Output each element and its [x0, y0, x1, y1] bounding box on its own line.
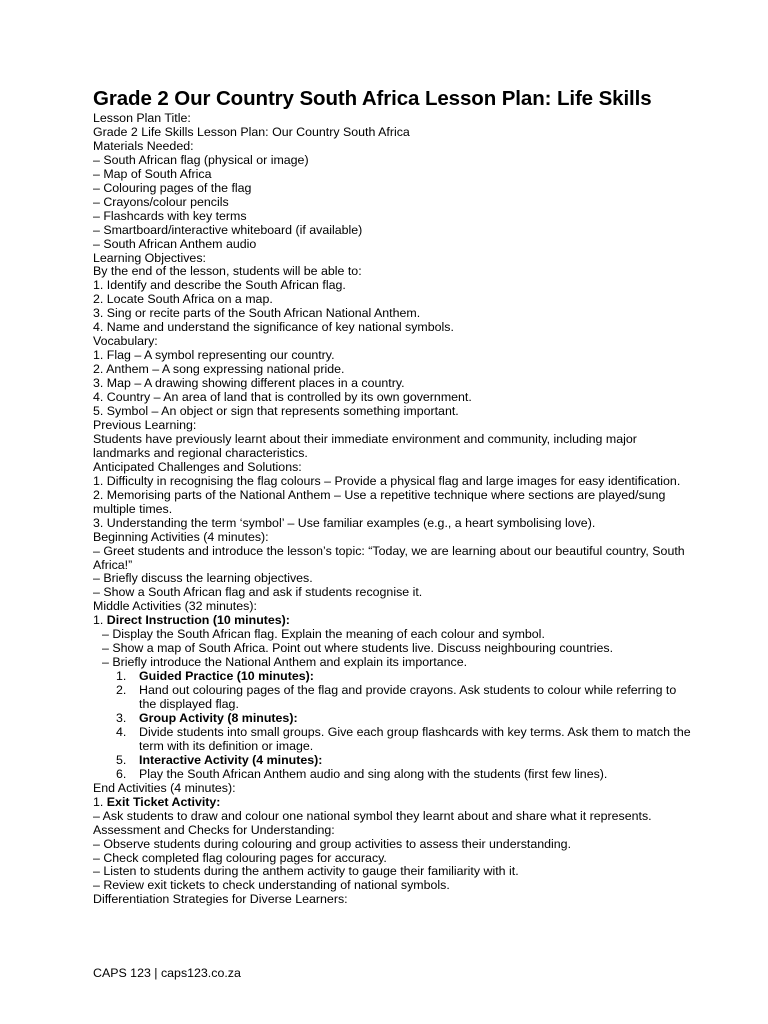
text-line: – Display the South African flag. Explain the meaning of each colour and symbol. — [102, 627, 545, 642]
text-line: Beginning Activities (4 minutes): — [93, 529, 269, 544]
page-footer: CAPS 123 | caps123.co.za — [93, 966, 241, 980]
text-line: 3. Map – A drawing showing different places in a country. — [93, 376, 405, 391]
list-item — [93, 726, 693, 754]
middle-item-1-label: Direct Instruction (10 minutes): — [106, 613, 290, 628]
text-line: – Briefly discuss the learning objectives. — [93, 571, 313, 586]
text-line: 4. Country – An area of land that is controlled by its own government. — [93, 390, 472, 405]
text-line: – Map of South Africa — [93, 166, 212, 181]
text-line: – Review exit tickets to check understanding of national symbols. — [93, 878, 450, 893]
document-page — [93, 87, 693, 907]
text-line: 3. Sing or recite parts of the South African National Anthem. — [93, 306, 421, 321]
list-item-number: 1. — [116, 669, 127, 684]
text-line: – Check completed flag colouring pages for accuracy. — [93, 850, 387, 865]
text-line: – Observe students during colouring and group activities to assess their understanding. — [93, 836, 572, 851]
text-line: – Flashcards with key terms — [93, 208, 247, 223]
list-item — [93, 768, 693, 782]
end-item-1-label: Exit Ticket Activity: — [106, 794, 221, 809]
text-line: – Crayons/colour pencils — [93, 194, 229, 209]
end-item-1-number: 1. — [93, 794, 104, 809]
middle-item-1 — [93, 614, 693, 628]
text-line: Learning Objectives: — [93, 250, 206, 265]
list-item-number: 3. — [116, 710, 127, 725]
text-line: Anticipated Challenges and Solutions: — [93, 459, 302, 474]
text-line: By the end of the lesson, students will be able to: — [93, 264, 362, 279]
text-line: 1. Flag – A symbol representing our country. — [93, 348, 335, 363]
list-item-number: 6. — [116, 766, 127, 781]
list-item-text: Hand out colouring pages of the flag and provide crayons. Ask students to colour while referring to the displayed flag. — [139, 683, 677, 712]
text-line: 2. Anthem – A song expressing national pride. — [93, 362, 345, 377]
text-line: – Greet students and introduce the lesson’s topic: “Today, we are learning about our beautiful country, South Africa!” — [93, 543, 685, 572]
text-line: – South African Anthem audio — [93, 236, 257, 251]
list-item — [93, 754, 693, 768]
list-item-text: Divide students into small groups. Give each group flashcards with key terms. Ask them to match the term with its definition or image. — [139, 724, 691, 753]
text-line: – Listen to students during the anthem activity to gauge their familiarity with it. — [93, 864, 519, 879]
page-title: Grade 2 Our Country South Africa Lesson Plan: Life Skills — [93, 87, 652, 110]
middle-item-1-number: 1. — [93, 613, 104, 628]
text-line: – Ask students to draw and colour one national symbol they learnt about and share what it represents. — [93, 808, 652, 823]
text-line: – Colouring pages of the flag — [93, 180, 252, 195]
text-line: 3. Understanding the term ‘symbol’ – Use familiar examples (e.g., a heart symbolising love). — [93, 515, 596, 530]
text-line: – Smartboard/interactive whiteboard (if available) — [93, 222, 363, 237]
text-line: Assessment and Checks for Understanding: — [93, 822, 335, 837]
text-line: – Briefly introduce the National Anthem and explain its importance. — [102, 655, 468, 670]
text-line: 1. Difficulty in recognising the flag colours – Provide a physical flag and large images for easy identification. — [93, 473, 681, 488]
text-line: Previous Learning: — [93, 417, 197, 432]
list-item-number: 5. — [116, 752, 127, 767]
text-line: 4. Name and understand the significance of key national symbols. — [93, 320, 454, 335]
text-line: – Show a map of South Africa. Point out where students live. Discuss neighbouring countries. — [102, 641, 614, 656]
end-item-1 — [93, 796, 693, 810]
list-item-text: Interactive Activity (4 minutes): — [139, 752, 323, 767]
text-line: Students have previously learnt about their immediate environment and community, including major landmarks and regional characteristics. — [93, 431, 637, 460]
text-line: Lesson Plan Title: — [93, 111, 191, 125]
list-item — [93, 684, 693, 712]
end-activities-heading: End Activities (4 minutes): — [93, 780, 236, 795]
text-line: 2. Memorising parts of the National Anthem – Use a repetitive technique where sections are played/sung multiple times. — [93, 487, 666, 516]
text-line: Vocabulary: — [93, 334, 158, 349]
list-item — [93, 712, 693, 726]
text-line: – South African flag (physical or image) — [93, 152, 309, 167]
list-item-number: 4. — [116, 724, 127, 739]
text-line: 5. Symbol – An object or sign that represents something important. — [93, 404, 459, 419]
text-line: Middle Activities (32 minutes): — [93, 599, 257, 614]
list-item-text: Group Activity (8 minutes): — [139, 710, 298, 725]
text-line: Grade 2 Life Skills Lesson Plan: Our Country South Africa — [93, 124, 410, 139]
list-item-text: Play the South African Anthem audio and sing along with the students (first few lines). — [139, 766, 608, 781]
text-line: 2. Locate South Africa on a map. — [93, 292, 273, 307]
text-line: Materials Needed: — [93, 138, 194, 153]
list-item-text: Guided Practice (10 minutes): — [139, 669, 314, 684]
list-item — [93, 670, 693, 684]
text-line: 1. Identify and describe the South African flag. — [93, 278, 346, 293]
text-line: – Show a South African flag and ask if students recognise it. — [93, 585, 423, 600]
text-line: Differentiation Strategies for Diverse Learners: — [93, 892, 348, 907]
list-item-number: 2. — [116, 683, 127, 698]
